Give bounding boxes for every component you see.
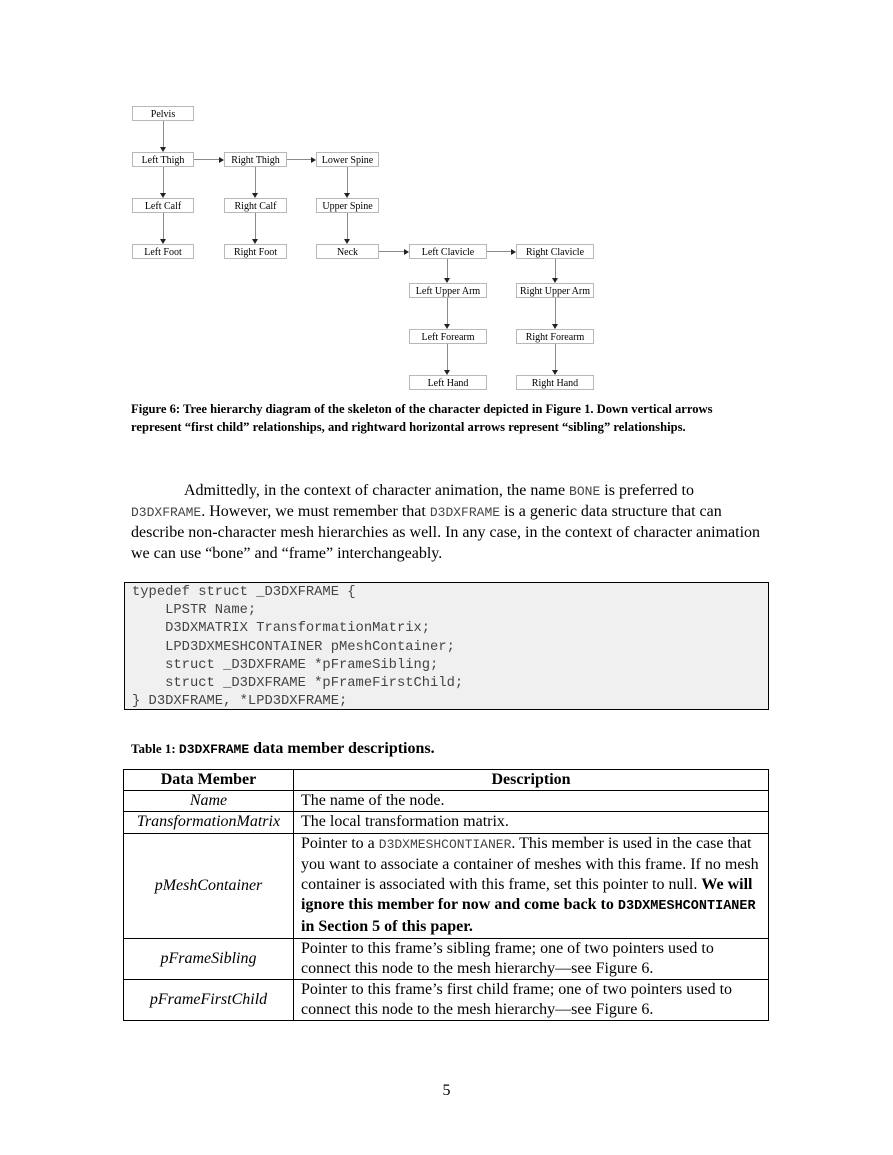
- paragraph-text: is a generic data structure that can describe non-character mesh hierarchies as well. In any case, in the context of character animation we can use “bone” and “frame” interchangeably.: [131, 503, 761, 562]
- edge-first-child: [163, 167, 164, 193]
- table-row: [124, 833, 769, 938]
- edge-first-child: [255, 167, 256, 193]
- node-lower-spine: Lower Spine: [316, 152, 379, 167]
- inline-code: D3DXMESHCONTIANER: [378, 836, 512, 852]
- node-right-thigh: Right Thigh: [224, 152, 287, 167]
- table-row: [124, 812, 769, 833]
- table-caption: [131, 739, 435, 760]
- edge-first-child: [555, 259, 556, 278]
- arrowhead-down-icon: [252, 239, 258, 244]
- edge-first-child: [347, 167, 348, 193]
- inline-code: D3DXFRAME: [131, 505, 202, 521]
- desc-bold-text: We will ignore this member for now and come back to: [301, 876, 753, 914]
- node-right-calf: Right Calf: [224, 198, 287, 213]
- node-left-forearm: Left Forearm: [409, 329, 487, 344]
- node-left-clavicle: Left Clavicle: [409, 244, 487, 259]
- desc-text: Pointer to a: [301, 834, 379, 852]
- table-caption-prefix: Table 1:: [131, 741, 179, 756]
- node-left-hand: Left Hand: [409, 375, 487, 390]
- node-left-calf: Left Calf: [132, 198, 194, 213]
- member-name-cell: pFrameSibling: [124, 938, 294, 979]
- arrowhead-down-icon: [444, 370, 450, 375]
- arrowhead-down-icon: [344, 193, 350, 198]
- code-line: D3DXMATRIX TransformationMatrix;: [132, 621, 431, 637]
- table-row: [124, 938, 769, 979]
- arrowhead-down-icon: [552, 370, 558, 375]
- column-header-description: Description: [294, 770, 769, 791]
- node-pelvis: Pelvis: [132, 106, 194, 121]
- member-name-cell: pMeshContainer: [124, 833, 294, 938]
- code-line: } D3DXFRAME, *LPD3DXFRAME;: [132, 694, 348, 710]
- member-description-cell: [294, 833, 769, 938]
- member-description-cell: Pointer to this frame’s sibling frame; one of two pointers used to connect this node to the mesh hierarchy—see Figure 6.: [294, 938, 769, 979]
- figure-caption: Figure 6: Tree hierarchy diagram of the skeleton of the character depicted in Figure 1. Down vertical arrows represent “first child” relationships, and rightward horizontal arrows represent “sibling” relationships.: [131, 402, 713, 434]
- edge-first-child: [555, 298, 556, 324]
- arrowhead-down-icon: [552, 278, 558, 283]
- node-neck: Neck: [316, 244, 379, 259]
- member-name-cell: pFrameFirstChild: [124, 980, 294, 1021]
- code-line: LPD3DXMESHCONTAINER pMeshContainer;: [132, 639, 455, 655]
- edge-first-child: [555, 344, 556, 370]
- member-name-cell: TransformationMatrix: [124, 812, 294, 833]
- member-description-cell: Pointer to this frame’s first child frame; one of two pointers used to connect this node to the mesh hierarchy—see Figure 6.: [294, 980, 769, 1021]
- member-description-cell: The name of the node.: [294, 791, 769, 812]
- table-row: [124, 980, 769, 1021]
- node-left-upper-arm: Left Upper Arm: [409, 283, 487, 298]
- arrowhead-right-icon: [511, 249, 516, 255]
- table-row: [124, 791, 769, 812]
- edge-sibling: [487, 251, 511, 252]
- node-right-upper-arm: Right Upper Arm: [516, 283, 594, 298]
- edge-first-child: [447, 298, 448, 324]
- edge-first-child: [163, 121, 164, 147]
- member-description-cell: The local transformation matrix.: [294, 812, 769, 833]
- body-paragraph: [131, 481, 761, 564]
- paragraph-text: Admittedly, in the context of character animation, the name: [184, 482, 570, 499]
- node-right-foot: Right Foot: [224, 244, 287, 259]
- page-number: 5: [442, 1082, 451, 1099]
- paragraph-text: is preferred to: [600, 482, 694, 499]
- code-line: struct _D3DXFRAME *pFrameFirstChild;: [132, 676, 464, 692]
- edge-first-child: [255, 213, 256, 239]
- edge-first-child: [447, 259, 448, 278]
- edge-first-child: [447, 344, 448, 370]
- edge-first-child: [163, 213, 164, 239]
- arrowhead-down-icon: [160, 239, 166, 244]
- edge-sibling: [194, 159, 219, 160]
- table-header-row: [124, 770, 769, 791]
- paragraph-text: . However, we must remember that: [201, 503, 430, 521]
- arrowhead-right-icon: [311, 157, 316, 163]
- node-left-thigh: Left Thigh: [132, 152, 194, 167]
- data-member-table: [123, 769, 769, 1021]
- node-right-clavicle: Right Clavicle: [516, 244, 594, 259]
- table-caption-code: D3DXFRAME: [178, 742, 250, 757]
- code-listing: [124, 582, 769, 710]
- inline-code-bold: D3DXMESHCONTIANER: [617, 899, 756, 915]
- edge-sibling: [379, 251, 404, 252]
- arrowhead-down-icon: [444, 324, 450, 329]
- member-name-cell: Name: [124, 791, 294, 812]
- inline-code: D3DXFRAME: [429, 505, 501, 521]
- node-upper-spine: Upper Spine: [316, 198, 379, 213]
- node-right-hand: Right Hand: [516, 375, 594, 390]
- arrowhead-down-icon: [160, 147, 166, 152]
- node-right-forearm: Right Forearm: [516, 329, 594, 344]
- skeleton-hierarchy-diagram: [0, 0, 893, 400]
- edge-first-child: [347, 213, 348, 239]
- arrowhead-down-icon: [344, 239, 350, 244]
- column-header-member: Data Member: [124, 770, 294, 791]
- code-line: typedef struct _D3DXFRAME {: [132, 585, 356, 600]
- arrowhead-down-icon: [160, 193, 166, 198]
- desc-bold-text: in Section 5 of this paper.: [301, 918, 473, 936]
- node-left-foot: Left Foot: [132, 244, 194, 259]
- arrowhead-down-icon: [444, 278, 450, 283]
- edge-sibling: [287, 159, 311, 160]
- code-line: LPSTR Name;: [132, 603, 257, 619]
- desc-text: . This member is used in the case that you want to associate a container of meshes with this frame. If no mesh container is associated with this frame, set this pointer to null.: [301, 834, 759, 894]
- inline-code: BONE: [569, 484, 601, 499]
- arrowhead-down-icon: [252, 193, 258, 198]
- arrowhead-right-icon: [219, 157, 224, 163]
- arrowhead-down-icon: [552, 324, 558, 329]
- code-line: struct _D3DXFRAME *pFrameSibling;: [132, 657, 439, 673]
- arrowhead-right-icon: [404, 249, 409, 255]
- table-caption-text: data member descriptions.: [249, 740, 435, 757]
